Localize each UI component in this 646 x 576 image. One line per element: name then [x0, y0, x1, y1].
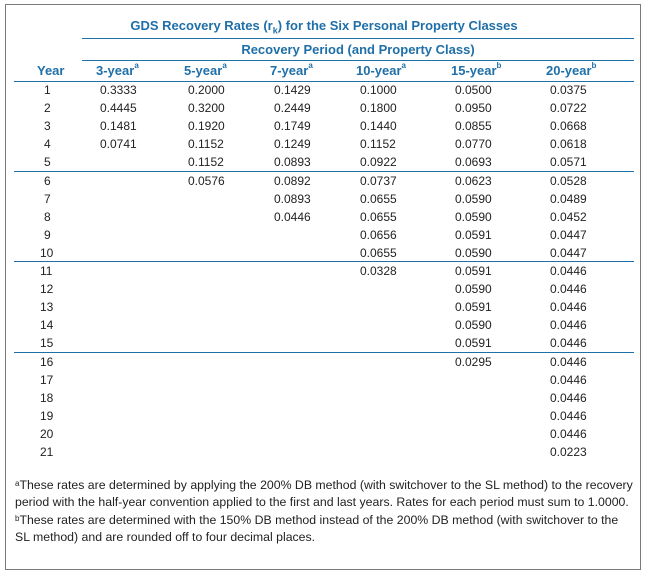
rate-cell: 0.0590 — [455, 245, 492, 260]
year-cell: 13 — [40, 300, 54, 315]
table-title: GDS Recovery Rates $(r_k)$ for the Six Personal Property Classes — [130, 18, 518, 36]
group-rule — [14, 261, 634, 262]
footnotes — [15, 477, 635, 547]
subtitle-rule — [82, 60, 634, 61]
rate-cell: 0.0655 — [360, 191, 397, 206]
year-cell: 9 — [44, 227, 51, 242]
year-cell: 17 — [40, 372, 54, 387]
rate-cell: 0.0375 — [550, 83, 587, 97]
rate-cell: 0.0893 — [274, 155, 311, 170]
rate-cell: 0.0722 — [550, 101, 587, 116]
rate-cell: 0.0446 — [550, 282, 587, 297]
rate-cell: 0.0446 — [550, 336, 587, 351]
rate-cell: 0.0591 — [455, 300, 492, 315]
title-rule — [82, 38, 634, 39]
year-cell: 20 — [40, 426, 54, 441]
rate-cell: 0.1749 — [274, 119, 311, 134]
rate-cell: 0.0892 — [274, 173, 311, 188]
group-rule — [14, 171, 634, 172]
column-header-15-year: 15-year$^b$ — [451, 61, 502, 78]
rate-cell: 0.3200 — [188, 101, 225, 116]
year-cell: 10 — [40, 245, 54, 260]
column-header-3-year: 3-year$^a$ — [96, 61, 139, 78]
header-rule — [14, 81, 634, 82]
rate-cell: 0.1481 — [100, 119, 137, 134]
year-cell: 21 — [40, 445, 54, 459]
year-cell: 7 — [44, 191, 51, 206]
rate-cell: 0.0446 — [550, 372, 587, 387]
year-cell: 4 — [44, 137, 51, 152]
rate-cell: 0.0655 — [360, 209, 397, 224]
rate-cell: 0.0591 — [455, 336, 492, 351]
rate-cell: 0.0855 — [455, 119, 492, 134]
year-cell: 15 — [40, 336, 54, 351]
rate-cell: 0.0446 — [550, 390, 587, 405]
column-header-10-year: 10-year$^a$ — [356, 61, 406, 78]
year-cell: 6 — [44, 173, 51, 188]
rate-cell: 0.0737 — [360, 173, 397, 188]
rate-cell: 0.0500 — [455, 83, 492, 97]
rate-cell: 0.0571 — [550, 155, 587, 170]
rate-cell: 0.0590 — [455, 191, 492, 206]
rate-cell: 0.0528 — [550, 173, 587, 188]
rate-cell: 0.1152 — [188, 155, 224, 170]
rate-cell: 0.0446 — [550, 408, 587, 423]
rate-cell: 0.0576 — [188, 173, 225, 188]
year-cell: 2 — [44, 101, 51, 116]
rate-cell: 0.1440 — [360, 119, 397, 134]
rate-cell: 0.2000 — [188, 83, 225, 97]
column-header-5-year: 5-year$^a$ — [184, 61, 227, 78]
rate-cell: 0.0668 — [550, 119, 587, 134]
rate-cell: 0.0623 — [455, 173, 492, 188]
rate-cell: 0.4445 — [100, 101, 137, 116]
rate-cell: 0.0922 — [360, 155, 397, 170]
year-cell: 12 — [40, 282, 54, 297]
rate-cell: 0.0591 — [455, 264, 492, 278]
rate-cell: 0.1249 — [274, 137, 311, 152]
rate-cell: 0.1429 — [274, 83, 311, 97]
year-cell: 3 — [44, 119, 51, 134]
group-rule — [14, 352, 634, 353]
rate-cell: 0.3333 — [100, 83, 137, 97]
rate-cell: 0.0950 — [455, 101, 492, 116]
rate-cell: 0.0446 — [550, 318, 587, 333]
rate-cell: 0.1800 — [360, 101, 397, 116]
rate-cell: 0.0223 — [550, 445, 587, 459]
year-cell: 8 — [44, 209, 51, 224]
rate-cell: 0.0590 — [455, 209, 492, 224]
year-cell: 14 — [40, 318, 54, 333]
table-subtitle: Recovery Period (and Property Class) — [241, 42, 475, 57]
rate-cell: 0.2449 — [274, 101, 311, 116]
year-header: Year — [37, 63, 65, 78]
rate-cell: 0.1000 — [360, 83, 397, 97]
rate-cell: 0.0447 — [550, 245, 587, 260]
rate-cell: 0.0446 — [550, 426, 587, 441]
rate-cell: 0.0590 — [455, 282, 492, 297]
rate-cell: 0.0618 — [550, 137, 587, 152]
rate-cell: 0.0446 — [274, 209, 311, 224]
rates-table-frame — [5, 4, 641, 570]
rate-cell: 0.1152 — [188, 137, 224, 152]
year-cell: 11 — [40, 264, 53, 278]
rate-cell: 0.0489 — [550, 191, 587, 206]
year-cell: 5 — [44, 155, 51, 170]
column-header-7-year: 7-year$^a$ — [270, 61, 313, 78]
year-cell: 18 — [40, 390, 54, 405]
rate-cell: 0.0656 — [360, 227, 397, 242]
rate-cell: 0.0591 — [455, 227, 492, 242]
year-cell: 19 — [40, 408, 54, 423]
rate-cell: 0.0893 — [274, 191, 311, 206]
rate-cell: 0.0295 — [455, 354, 492, 369]
rate-cell: 0.0452 — [550, 209, 587, 224]
year-cell: 1 — [44, 83, 51, 97]
rate-cell: 0.1152 — [360, 137, 396, 152]
rate-cell: 0.0447 — [550, 227, 587, 242]
rate-cell: 0.0693 — [455, 155, 492, 170]
rate-cell: 0.0446 — [550, 300, 587, 315]
rate-cell: 0.0446 — [550, 354, 587, 369]
rate-cell: 0.0446 — [550, 264, 587, 278]
year-cell: 16 — [40, 354, 54, 369]
rate-cell: 0.0770 — [455, 137, 492, 152]
rate-cell: 0.0741 — [100, 137, 137, 152]
footnote-b: $^b$These rates are determined with the 150% DB method instead of the 200% DB method (with switchover to the SL method) and are rounded off to four decimal places. — [15, 513, 619, 544]
column-header-20-year: 20-year$^b$ — [546, 61, 597, 78]
rate-cell: 0.0590 — [455, 318, 492, 333]
rate-cell: 0.0328 — [360, 264, 397, 278]
footnote-a: $^a$These rates are determined by applying the 200% DB method (with switchover to the SL method) to the recovery period with the half-year convention applied to the first and last years. Rates for each period must sum to 1.0000. — [15, 478, 633, 509]
rate-cell: 0.0655 — [360, 245, 397, 260]
rate-cell: 0.1920 — [188, 119, 225, 134]
